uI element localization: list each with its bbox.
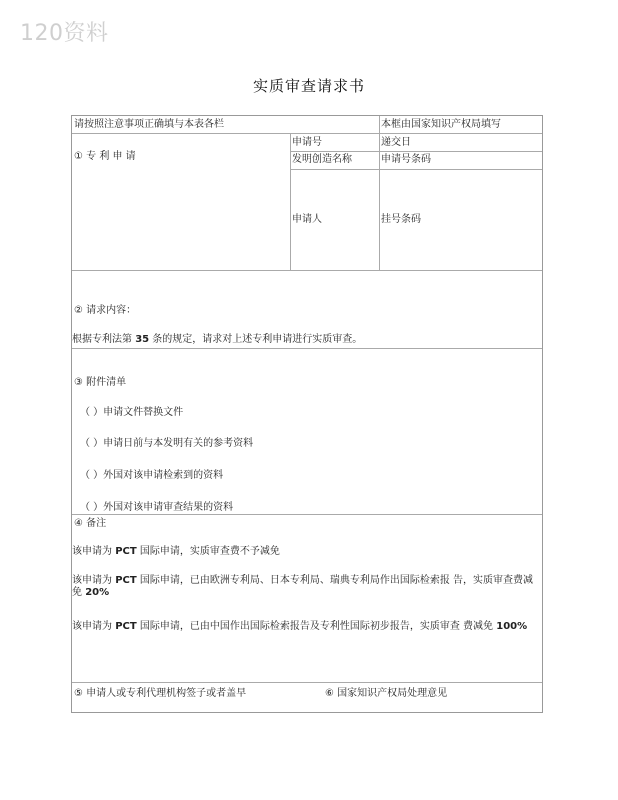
application-barcode-label: 申请号条码 <box>381 154 431 165</box>
watermark: 120资料 <box>20 21 109 46</box>
header-instruction: 请按照注意事项正确填与本表各栏 <box>74 119 224 130</box>
application-no-label: 申请号 <box>292 137 322 148</box>
divider <box>379 133 380 270</box>
section3-label: ③ 附件清单 <box>74 377 127 388</box>
remark-line: 该申请为 PCT 国际申请，已由中国作出国际检索报告及专利性国际初步报告，实质审查 费减免 100% <box>72 621 528 632</box>
divider <box>72 270 542 271</box>
divider <box>290 169 542 170</box>
request-form <box>71 115 543 713</box>
divider <box>72 682 542 683</box>
signature-label: ⑤ 申请人或专利代理机构签子或者盖早 <box>74 688 247 699</box>
attachment-item: （ ）申请日前与本发明有关的参考资料 <box>80 438 254 449</box>
request-content-text: 根据专利法第 35 条的规定，请求对上述专利申请进行实质审查。 <box>72 334 363 345</box>
applicant-label: 申请人 <box>292 214 322 225</box>
invention-name-label: 发明创造名称 <box>292 154 352 165</box>
attachment-item: （ ）外国对该申请检索到的资料 <box>80 470 224 481</box>
divider <box>290 133 291 270</box>
remark-line: 该申请为 PCT 国际申请，已由欧洲专利局、日本专利局、瑞典专利局作出国际检索报 告，实质审查费减免 20% <box>72 575 534 598</box>
section4-label: ④ 备注 <box>74 518 107 529</box>
registered-barcode-label: 挂号条码 <box>381 214 421 225</box>
submission-date-label: 递交日 <box>381 137 411 148</box>
divider <box>72 133 542 134</box>
divider <box>379 116 380 133</box>
remark-line: 该申请为 PCT 国际申请，实质审查费不予减免 <box>72 546 280 557</box>
section1-label: ① 专 利 申 请 <box>74 151 136 162</box>
office-opinion-label: ⑥ 国家知识产权局处理意见 <box>325 688 448 699</box>
attachment-item: （ ）申请文件替换文件 <box>80 407 184 418</box>
divider <box>290 151 542 152</box>
page-title: 实质审查请求书 <box>252 77 365 95</box>
section2-label: ② 请求内容： <box>74 305 137 316</box>
header-office-note: 本框由国家知识产权局填写 <box>381 119 501 130</box>
attachment-item: （ ）外国对该申请审查结果的资料 <box>80 502 234 513</box>
divider <box>72 348 542 349</box>
divider <box>72 514 542 515</box>
